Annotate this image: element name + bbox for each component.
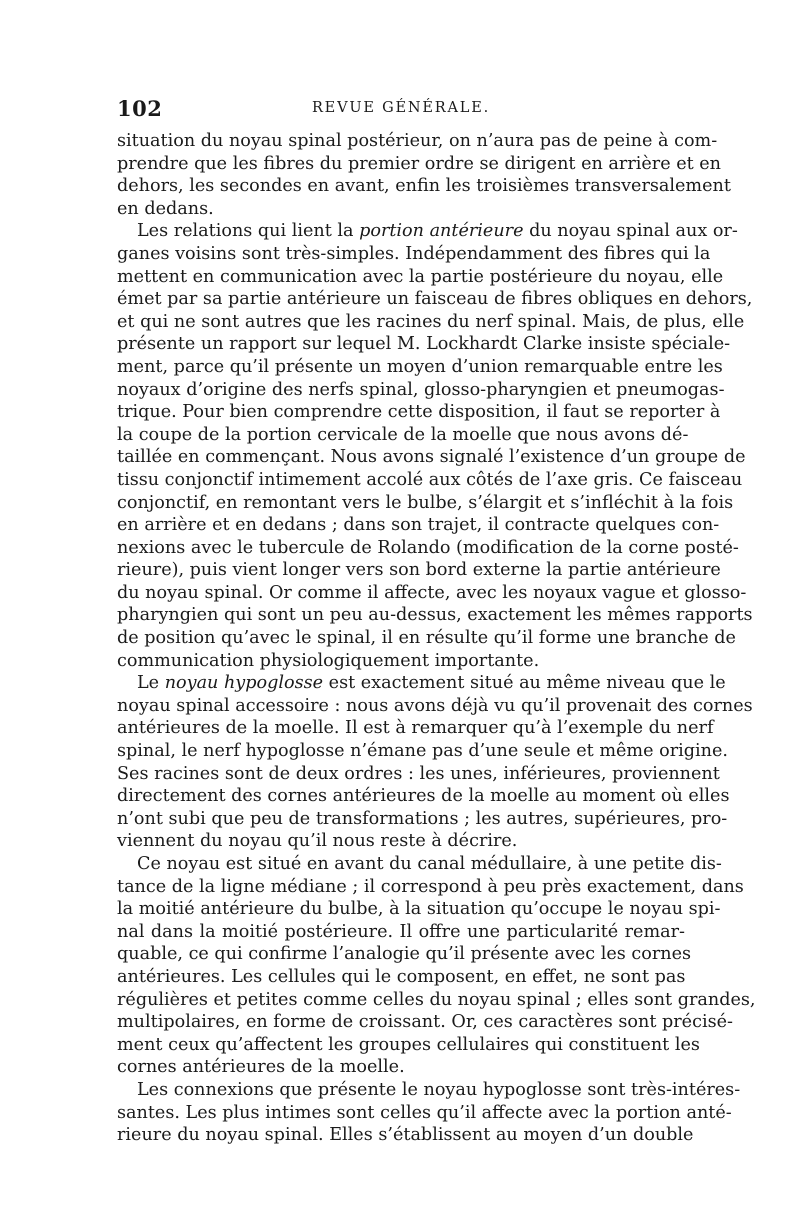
paragraph (117, 130, 731, 220)
text-line: trique. Pour bien comprendre cette disposition, il faut se reporter à (117, 402, 721, 423)
text-line: situation du noyau spinal postérieur, on n’aura pas de peine à com- (117, 131, 718, 151)
text-line: noyau spinal accessoire : nous avons déjà vu qu’il provenait des cornes (117, 695, 753, 716)
text-line: tance de la ligne médiane ; il correspond à peu près exactement, dans (117, 876, 744, 897)
text-line: viennent du noyau qu’il nous reste à décrire. (117, 831, 518, 852)
text-line: mettent en communication avec la partie postérieure du noyau, elle (117, 266, 724, 287)
text-line: la moitié antérieure du bulbe, à la situation qu’occupe le noyau spi- (117, 899, 721, 920)
text-line: rieure du noyau spinal. Elles s’établissent au moyen d’un double (117, 1125, 694, 1146)
text-run: Les relations qui lient la (137, 221, 360, 242)
text-line: n’ont subi que peu de transformations ; les autres, supérieures, pro- (117, 808, 728, 829)
text-line: Ce noyau est situé en avant du canal médullaire, à une petite dis- (137, 854, 722, 874)
text-line (117, 220, 738, 243)
italic-term: portion antérieure (359, 221, 524, 242)
running-head: REVUE GÉNÉRALE. (311, 100, 491, 116)
text-line: prendre que les fibres du premier ordre se dirigent en arrière et en (117, 153, 722, 174)
text-line: tissu conjonctif intimement accolé aux côtés de l’axe gris. Ce faisceau (117, 469, 743, 490)
text-line: noyaux d’origine des nerfs spinal, glosso-pharyngien et pneumogas- (117, 379, 725, 400)
text-line: antérieures. Les cellules qui le composent, en effet, ne sont pas (117, 966, 686, 987)
text-line: Ses racines sont de deux ordres : les unes, inférieures, proviennent (117, 763, 720, 784)
text-line: conjonctif, en remontant vers le bulbe, s’élargit et s’infléchit à la fois (117, 492, 734, 513)
text-line: taillée en commençant. Nous avons signalé l’existence d’un groupe de (117, 447, 746, 468)
page-header (117, 96, 685, 124)
text-line: en arrière et en dedans ; dans son trajet, il contracte quelques con- (117, 515, 720, 536)
text-line: santes. Les plus intimes sont celles qu’il affecte avec la portion anté- (117, 1102, 732, 1123)
text-run: du noyau spinal aux or- (523, 221, 738, 242)
text-line: la coupe de la portion cervicale de la moelle que nous avons dé- (117, 424, 689, 445)
text-run: est exactement situé au même niveau que le (323, 673, 726, 694)
text-line: présente un rapport sur lequel M. Lockhardt Clarke insiste spéciale- (117, 334, 731, 355)
paragraph (117, 672, 753, 853)
text-line: et qui ne sont autres que les racines du nerf spinal. Mais, de plus, elle (117, 311, 745, 332)
text-line: régulières et petites comme celles du noyau spinal ; elles sont grandes, (117, 989, 756, 1010)
text-line: communication physiologiquement importante. (117, 650, 540, 671)
text-line: quable, ce qui confirme l’analogie qu’il présente avec les cornes (117, 944, 692, 965)
text-line: de position qu’avec le spinal, il en résulte qu’il forme une branche de (117, 628, 736, 649)
text-line: nal dans la moitié postérieure. Il offre une particularité remar- (117, 921, 685, 942)
text-line: antérieures de la moelle. Il est à remarquer qu’à l’exemple du nerf (117, 718, 714, 739)
text-line: cornes antérieures de la moelle. (117, 1057, 405, 1078)
text-line: ment ceux qu’affectent les groupes cellulaires qui constituent les (117, 1034, 700, 1055)
text-line: émet par sa partie antérieure un faisceau de fibres obliques en dehors, (117, 289, 753, 310)
text-line: Les connexions que présente le noyau hypoglosse sont très-intéres- (137, 1079, 741, 1100)
paragraph (117, 853, 756, 1079)
paragraph (117, 220, 753, 672)
text-line: rieure), puis vient longer vers son bord externe la partie antérieure (117, 560, 721, 581)
text-line: nexions avec le tubercule de Rolando (modification de la corne posté- (117, 537, 739, 558)
page-number: 102 (117, 96, 163, 121)
text-line: du noyau spinal. Or comme il affecte, avec les noyaux vague et glosso- (117, 582, 747, 603)
text-line: directement des cornes antérieures de la moelle au moment où elles (117, 786, 730, 807)
text-line: en dedans. (117, 198, 214, 219)
italic-term: noyau hypoglosse (164, 673, 324, 694)
text-run: Le (137, 673, 165, 694)
text-line: multipolaires, en forme de croissant. Or, ces caractères sont précisé- (117, 1012, 733, 1033)
text-line: ganes voisins sont très-simples. Indépendamment des fibres qui la (117, 243, 711, 264)
text-line (117, 672, 726, 695)
text-line: pharyngien qui sont un peu au-dessus, exactement les mêmes rapports (117, 605, 753, 626)
body-text (117, 130, 756, 1147)
text-line: ment, parce qu’il présente un moyen d’union remarquable entre les (117, 356, 723, 377)
text-line: dehors, les secondes en avant, enfin les troisièmes transversalement (117, 176, 731, 197)
text-line: spinal, le nerf hypoglosse n’émane pas d’une seule et même origine. (117, 741, 728, 762)
paragraph (117, 1079, 741, 1147)
